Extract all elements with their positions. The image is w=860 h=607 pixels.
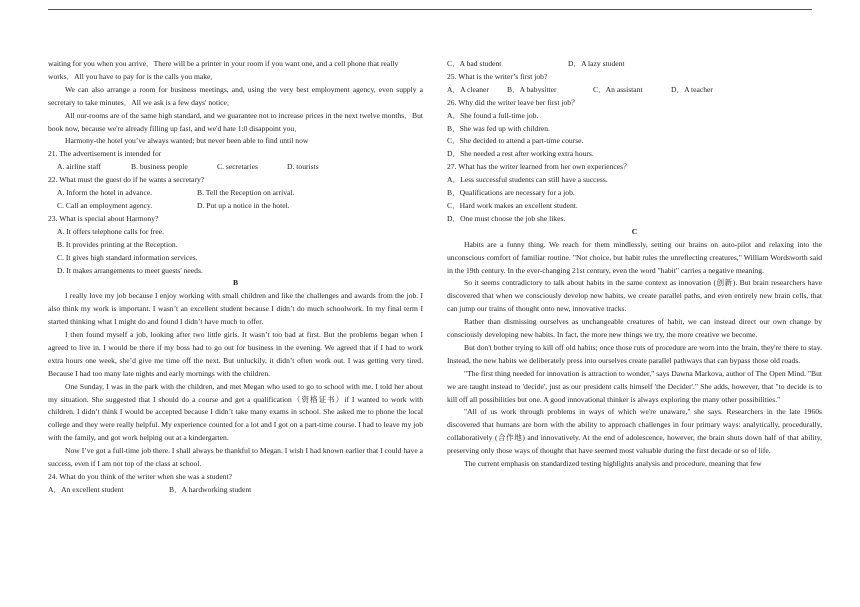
question-23-stem: 23. What is special about Harmony? (48, 213, 159, 223)
ad-paragraph-4: Harmony-the hotel you’ve always wanted; but never been able to find until now (65, 136, 309, 146)
q25-option-d: D．A teacher (671, 84, 713, 94)
q26-option-b: B．She was fed up with children. (447, 123, 550, 133)
q25-option-b: B．A babysitter (507, 84, 557, 94)
q21-option-a: A. airline staff (57, 162, 101, 172)
q21-option-c: C. secretaries (217, 162, 258, 172)
q23-option-c: C. It gives high standard information services. (57, 252, 198, 262)
q25-option-c: C．An assistant (593, 84, 643, 94)
q21-option-d: D. tourists (287, 162, 319, 172)
q23-option-b: B. It provides printing at the Reception. (57, 239, 178, 249)
passage-b-paragraph-1: I really love my job because I enjoy working with small children and like the challenges and awards from the job. I also think my work is important. I wasn’t an excellent student because I didn’t do much schoolwork. In my final term I started thinking what I might do and found I didn’t have much to offer. (48, 291, 423, 327)
passage-c-paragraph-1: Habits are a funny thing. We reach for them mindlessly, setting our brains on auto-pilot and relaxing into the unconscious comfort of familiar routine. "Not choice, but habit rules the unreflecting creatures," William Wordsworth said in the 19th century. In the ever-changing 21st century, even the word "habit" carries a negative meaning. (447, 239, 822, 275)
question-22-options-row2 (48, 200, 423, 213)
passage-c-paragraph-5: "The first thing needed for innovation is attraction to wonder," says Dawna Markova, author of The Open Mind. "But we are taught instead to 'decide', just as our president calls himself 'the Decider'." She adds, however, that "to decide is to kill off all possibilities but one. A good innovational thinker is always exploring the many other possibilities." (447, 368, 822, 404)
ad-paragraph-1: waiting for you when you arrive．There will be a printer in your room if you want one, and a cell phone that really works．All you have to pay for is the calls you make． (48, 59, 399, 81)
question-27-stem: 27. What has the writer learned from her own experiences？ (447, 162, 631, 172)
q22-option-b: B. Tell the Reception on arrival. (197, 188, 295, 198)
right-column (447, 58, 822, 471)
header-rule (48, 9, 812, 10)
question-24-options-row1 (48, 484, 423, 497)
question-24-stem: 24. What do you think of the writer when she was a student? (48, 472, 232, 481)
passage-c-paragraph-2: So it seems contradictory to talk about habits in the same context as innovation (创新). But brain researchers have discovered that when we consciously develop new habits, we create parallel paths, and even entirely new brain cells, that can jump our trains of thought onto new, innovative tracks. (447, 278, 822, 314)
passage-c-paragraph-3: Rather than dismissing ourselves as unchangeable creatures of habit, we can instead direct our own change by consciously developing new habits. In fact, the more new things we try, the more creative we become. (447, 317, 822, 340)
q25-option-a: A．A cleaner (447, 84, 489, 94)
q27-option-a: A．Less successful students can still have a success. (447, 175, 608, 185)
passage-b-paragraph-4: Now I’ve got a full-time job there. I shall always be thankful to Megan. I wish I had known earlier that I could have a success, even if I am not top of the class at school. (48, 446, 423, 469)
q26-option-d: D．She needed a rest after working extra hours. (447, 149, 594, 159)
q21-option-b: B. business people (131, 162, 188, 172)
q27-option-d: D．One must choose the job she likes. (447, 213, 566, 223)
q22-option-c: C. Call an employment agency. (57, 200, 153, 210)
passage-c-paragraph-7: The current emphasis on standardized testing highlights analysis and procedure, meaning that few (464, 459, 762, 469)
question-21-options (48, 161, 423, 174)
question-26-stem: 26. Why did the writer leave her first job？ (447, 97, 579, 107)
q24-option-a: A．An excellent student (48, 484, 124, 494)
question-25-options (447, 84, 822, 97)
passage-c-paragraph-4: But don't bother trying to kill off old habits; once those ruts of procedure are worn into the brain, they're there to stay. Instead, the new habits we deliberately press into ourselves create parallel pathways that can bypass those old roads. (447, 342, 822, 365)
q24-option-b: B．A hardworking student (169, 484, 252, 494)
q23-option-a: A. It offers telephone calls for free. (57, 226, 164, 236)
ad-paragraph-3: All our-rooms are of the same high standard, and we guarantee not to increase prices in the next twelve months．But book now, because we're already filling up fast, and we'd hate 1:0 disappoint you． (48, 110, 423, 133)
q22-option-d: D. Put up a notice in the hotel. (197, 200, 290, 210)
passage-c-paragraph-6: "All of us work through problems in ways of which we're unaware," she says. Researchers in the late 1960s discovered that humans are born with the ability to approach challenges in four primary ways: analytically, procedurally, collaboratively (合作地) and innovatively. At the end of adolescence, however, the brain shuts down half of that ability, preserving only those ways of thought that have seemed most valuable during the first decade or so of life. (447, 407, 822, 456)
section-c-heading: C (631, 226, 638, 236)
question-22-stem: 22. What must the guest do if he wants a secretary? (48, 175, 205, 185)
ad-paragraph-2: We can also arrange a room for business meetings, and, using the very best employment agency, even supply a secretary to take minutes．All we ask is a few days' notice． (48, 84, 423, 107)
passage-b-paragraph-2: I then found myself a job, looking after two little girls. It wasn’t too bad at first. But the problems began when I agreed to live in. I would be there if my boss had to go out for business in the evening. We agreed that if I had to work extra hours one week, she’d give me time off the next. But unluckily, it didn’t often work out. I was getting very tired. Because I had too many late nights and early mornings with the children. (48, 330, 423, 378)
q24-option-d: D．A lazy student (568, 59, 625, 68)
left-column (48, 58, 423, 497)
q26-option-c: C．She decided to attend a part-time course. (447, 136, 584, 146)
q26-option-a: A．She found a full-time job. (447, 110, 539, 120)
question-22-options-row1 (48, 187, 423, 200)
question-25-stem: 25. What is the writer’s first job? (447, 71, 548, 81)
question-24-options-row2 (447, 58, 822, 71)
q22-option-a: A. Inform the hotel in advance. (57, 188, 153, 198)
q24-option-c: C．A bad student (447, 59, 502, 68)
passage-b-paragraph-3: One Sunday, I was in the park with the children, and met Megan who used to go to school with me. I told her about my situation. She suggested that I should do a course and get a qualification（资格证书）if I wanted to work with children. I didn’t think I would be accepted because I didn’t take many exams in school. She asked me to phone the local college and they were really helpful. My experience counted for a lot and I got on a part-time course. I had to leave my job with the family, and got work helping out at a kindergarten. (48, 381, 423, 443)
section-b-heading: B (232, 278, 239, 288)
q27-option-c: C．Hard work makes an excellent student. (447, 200, 578, 210)
q27-option-b: B．Qualifications are necessary for a job. (447, 188, 575, 198)
q23-option-d: D. It makes arrangements to meet guests' needs. (57, 265, 203, 275)
question-21-stem: 21. The advertisement is intended for (48, 149, 162, 159)
